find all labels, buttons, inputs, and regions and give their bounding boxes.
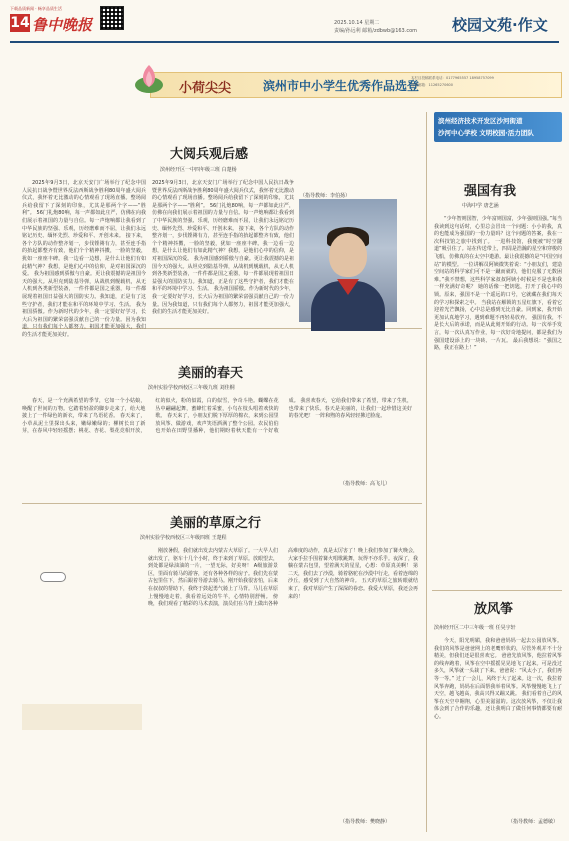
banner-contact-phone: 本栏目投稿联系电话：0177965557 18958757099 (411, 76, 494, 80)
article-signature: （指导教师：李伯扬） (300, 193, 351, 199)
page-number: 14 (10, 15, 30, 31)
article-body: 2025年9月3日，北京天安门广场举行了纪念中国人民抗日战争暨世界反法西斯战争胜利80周年盛大阅兵仪式，我怀着无比激动的心情观看了现场直播。整场阅兵给我留下了深刻的印象，尤其是那两个字——“胜利”。 56门礼炮80响，每一声都如此庄严，仿佛在向我们展示着祖国的力量与自信。每一声炮响都让我看到了中华民族的坚强、乐观，历经磨难而不屈，让我们永远铭记历史、缅怀先烈、珍爱和平、开创未来。 接下来，各个方队的动作整齐划一，步伐铿锵有力，甚至连手指的抬起都整齐有致，他们个个精神抖擞，一脸的坚毅，犹如一座座丰碑。我一边看一边想，是什么让他们有如此精气神？我想，是他们心中的信仰，是对祖国深沉的爱。 我为祖国感到骄傲与自豪。更让我震撼的是祖国今天的强大。从坦克到陆基导弹，从战机到舰载机，从无人机到各类新型装备，一件件都是国之重器，每一件都展现着祖国日益强大的国防实力。我知道，正是有了这些守护者，我们才能在和平的环境中学习、生活。 我为祖国骄傲。作为新时代的少年，我一定要好好学习，长大后为祖国的繁荣富强贡献自己的一份力量。因为我知道，只有我们每个人都努力，祖国才能更加强大，我们的生活才能更加美好。 (22, 180, 146, 338)
article-byline: 滨州经开区二中三年级一班 任昊宇轩 (434, 625, 516, 631)
banner-contact-email: 投稿邮箱：11265270600 (411, 83, 453, 87)
section-title: 校园文苑·作文 (452, 16, 548, 34)
masthead-rule (10, 41, 559, 43)
section-divider (432, 590, 562, 591)
article-signature: （指导教师：樊晓静） (340, 819, 391, 825)
banner-sub: 滨州市中小学生优秀作品选登 (263, 79, 420, 93)
article-body-continued: 2025年9月3日，北京天安门广场举行了纪念中国人民抗日战争暨世界反法西斯战争胜利80周年盛大阅兵仪式，我怀着无比激动的心情观看了现场直播。整场阅兵给我留下了深刻的印象，尤其是那两个字——“胜利”。 56门礼炮80响，每一声都如此庄严，仿佛在向我们展示着祖国的力量与自信。每一声炮响都让我看到了中华民族的坚强、乐观，历经磨难而不屈，让我们永远铭记历史、缅怀先烈、珍爱和平、开创未来。 接下来，各个方队的动作整齐划一，步伐铿锵有力，甚至连手指的抬起都整齐有致，他们个个精神抖擞，一脸的坚毅，犹如一座座丰碑。我一边看一边想，是什么让他们有如此精气神？我想，是他们心中的信仰，是对祖国深沉的爱。 我为祖国感到骄傲与自豪。更让我震撼的是祖国今天的强大。从坦克到陆基导弹，从战机到舰载机，从无人机到各类新型装备，一件件都是国之重器，每一件都展现着祖国日益强大的国防实力。我知道，正是有了这些守护者，我们才能在和平的环境中学习、生活。 我为祖国骄傲。作为新时代的少年，我一定要好好学习，长大后为祖国的繁荣富强贡献自己的一份力量。因为我知道，只有我们每个人都努力，祖国才能更加强大，我们的生活才能更加美好。 (152, 180, 294, 316)
column-divider (426, 112, 427, 832)
student-photo (299, 199, 397, 322)
qr-code-icon (100, 6, 124, 30)
article-body: 春天，是一个充满希望的季节，它如一个小姑娘，唤醒了世间的万物。它踏着轻盈的脚步走来了，给大地披上了一件绿色的新衣，带来了鸟语花香。 春天来了，小草从泥土里探出头来，嫩绿嫩绿的；柳树长出了新芽，在春风中轻轻摇摆；桃花、杏花、梨花竞相开放，红的似火，粉的似霞，白的似雪，争奇斗艳。蝴蝶在花丛中翩翩起舞，蜜蜂忙着采蜜，小鸟在枝头唱着欢快的歌。 春天来了，小朋友们脱下厚厚的棉衣，来到公园里放风筝、做游戏，欢声笑语洒满了整个公园。农民伯伯也开始在田野里播种，他们期盼着秋天能有一个好收成。 我喜欢春天，它给我们带来了希望，带来了生机，也带来了快乐。春天是美丽的，让我们一起珍惜这美好的春光吧！ 一阵和煦的春风轻轻拂过脸庞。 (22, 398, 412, 435)
article-body: “少年智则国智，少年富则国富，少年强则国强。”每当我读到这句话时，心里总会冒出一个问题：小小的我，真的也能成为强国的一份力量吗？这个问题的答案，我在一次科技馆之旅中找到了。 一进科技馆，我便被“时空隧道”吸引住了。站在传送带上，四周是浩瀚的星空和穿梭的飞船，仿佛真的在太空中遨游。最让我震撼的是“中国空间站”的模型。 一位讲解员阿姨微笑着说：“小朋友们，建造空间站的科学家们可不是一蹴而就的，他们克服了无数困难。”我不禁想，这些科学家叔叔阿姨小时候是不是也和我一样充满好奇呢？ 她的话像一把钥匙，打开了我心中的锁。原来，强国不是一个遥远的口号，它就藏在我们每天的学习和探索之中。 当我站在解锁的五星红旗下，看着它迎着光芒飘扬，心中总是感到无比自豪。回到家，我开始更加认真地学习，遇到难题不再轻易放弃。 强国有我，不是长大后的承诺，而是从此刻开始的行动。每一次举手发言，每一次认真写作业，每一次好奇地提问，都是我们为强国建设添上的一块砖、一片瓦。 最后我想说：“强国之路，我正在路上！” (434, 216, 562, 352)
article-byline: 滨州实验学校西校区三年级九班 刘佳桐 (148, 385, 235, 391)
article-title: 大阅兵观后感 (170, 147, 249, 162)
article-title: 强国有我 (464, 184, 517, 199)
child-drawing (22, 554, 142, 730)
article-title: 放风筝 (474, 602, 514, 617)
article-title: 美丽的草原之行 (170, 516, 262, 531)
article-body: 刚放暑假，我们就出发去内蒙古大草原了。一大早人们就出发了，驱车十几个小时，终于来到了草原。放眼望去，到处都是绿油油的一片，一望无际，好美呀！ A级旅游景区，里面有骑马的游客，还有各种各样的房子。我们先在蒙古包里住下，然后跟着导游去骑马。刚开始我很害怕，后来在叔叔的帮助下，我终于鼓起勇气骑上了马背。马儿在草原上慢慢地走着，我看着远处的牛羊，心情特别舒畅。 傍晚，我们观看了精彩的马术表演，演员们在马背上做出各种高难度的动作，真是太厉害了！晚上我们参加了篝火晚会，大家手拉手围着篝火唱歌跳舞，玩得不亦乐乎。夜深了，我躺在蒙古包里，望着满天的星星，心想：草原真美啊！ 第二天，我们去了沙漠，骑着骆驼在沙漠中行走，看着连绵的沙丘，感受到了大自然的神奇。 五天的草原之旅转眼就结束了，我对草原产生了深深的眷恋。我爱大草原，我还会再来的！ (148, 548, 419, 608)
sponsor-box (434, 112, 562, 142)
section-divider (22, 503, 422, 504)
issue-date: 2025.10.14 星期二 (334, 20, 380, 26)
article-byline: 中海中学 唐艺涵 (462, 203, 499, 209)
column-banner (150, 72, 562, 98)
article-signature: （指导教师：孟德敏） (508, 819, 559, 825)
paper-name: 鲁中晚报 (32, 16, 93, 34)
article-byline: 滨州经开区一中四年级三班 白楚杨 (160, 167, 237, 173)
masthead (0, 0, 569, 46)
banner-main: 小荷尖尖 (179, 81, 232, 96)
masthead-topline: 下载品质新闻 · 畅享品质生活 (10, 6, 62, 11)
editor-line: 责编/孙远利 邮箱/zdbwb@163.com (334, 28, 418, 34)
sponsor-line-1: 滨州经济技术开发区沙河街道 (438, 117, 523, 125)
sponsor-line-2: 沙河中心学校 文明校园·活力团队 (438, 129, 534, 137)
article-signature: （指导教师：高飞儿） (340, 481, 391, 487)
lotus-icon (131, 61, 167, 101)
article-title: 美丽的春天 (178, 366, 244, 381)
article-byline: 滨州实验学校西校区三年级四班 王楚程 (140, 535, 227, 541)
article-body: 今天，阳光明媚，我和爸爸妈妈一起去公园放风筝。我们的风筝是爸爸网上的老鹰形状的，尽管外观并不十分精美，但我们还是很喜欢它。 爸爸先放风筝，他拉着风筝的线奔跑着，风筝在空中摇摇晃晃地飞了起来。可是没过多久，风筝就一头栽了下来。爸爸说：“风太小了，我们再等一等。” 过了一会儿，风终于大了起来。这一次，我拉着风筝奔跑，妈妈在后面帮我举着风筝。风筝慢慢地飞上了天空，越飞越高，我高兴得又蹦又跳。 我们看着自己的风筝在天空中翱翔，心里美滋滋的。这次放风筝，不仅让我体会到了合作的乐趣，还让我明白了做任何事情都要有耐心。 (434, 638, 562, 720)
